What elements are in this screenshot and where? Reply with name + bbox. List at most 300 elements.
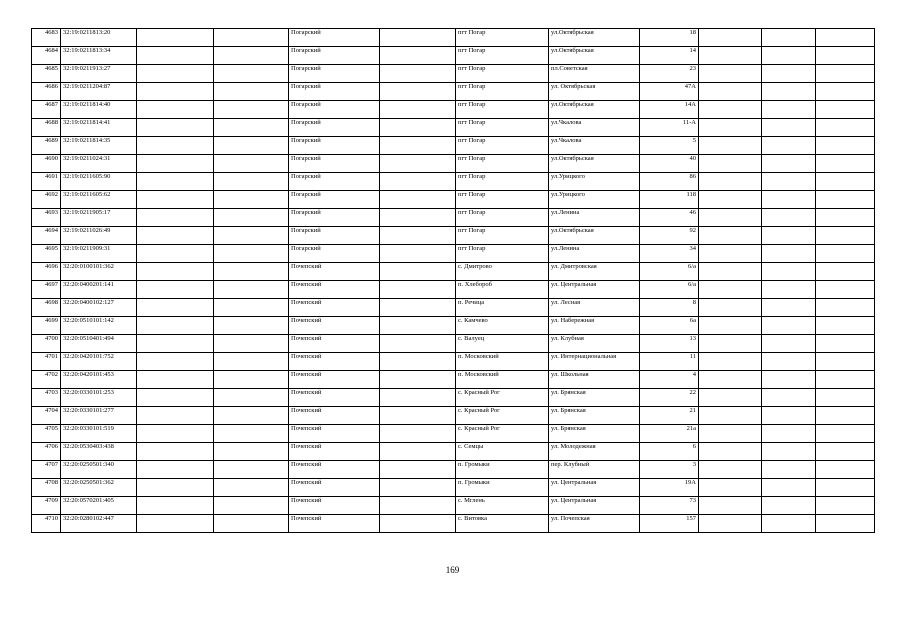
district-cell: Почепский xyxy=(289,479,380,497)
cadastral-number-cell: 32:20:0510101:142 xyxy=(61,317,137,335)
locality-cell: с. Красный Рог xyxy=(456,407,549,425)
locality-cell: пгт Погар xyxy=(456,101,549,119)
house-number-cell: 21а xyxy=(640,425,699,443)
district-cell: Почепский xyxy=(289,263,380,281)
empty-cell xyxy=(699,281,762,299)
locality-cell: с. Валуец xyxy=(456,335,549,353)
empty-cell xyxy=(214,65,289,83)
house-number-cell: 157 xyxy=(640,515,699,533)
empty-cell xyxy=(214,101,289,119)
district-cell: Почепский xyxy=(289,425,380,443)
table-row xyxy=(32,101,875,119)
row-number-cell: 4697 xyxy=(32,281,61,299)
empty-cell xyxy=(214,515,289,533)
street-cell: ул. Центральная xyxy=(549,479,640,497)
street-cell: ул.Чкалова xyxy=(549,137,640,155)
empty-cell xyxy=(380,335,456,353)
district-cell: Почепский xyxy=(289,317,380,335)
empty-cell xyxy=(699,209,762,227)
street-cell: ул. Дмитровская xyxy=(549,263,640,281)
empty-cell xyxy=(137,461,214,479)
row-number-cell: 4708 xyxy=(32,479,61,497)
empty-cell xyxy=(137,335,214,353)
empty-cell xyxy=(214,299,289,317)
empty-cell xyxy=(137,371,214,389)
locality-cell: п. Московский xyxy=(456,371,549,389)
row-number-cell: 4706 xyxy=(32,443,61,461)
empty-cell xyxy=(816,371,875,389)
house-number-cell: 21 xyxy=(640,407,699,425)
table-row xyxy=(32,173,875,191)
house-number-cell: 8 xyxy=(640,299,699,317)
empty-cell xyxy=(380,407,456,425)
row-number-cell: 4691 xyxy=(32,173,61,191)
empty-cell xyxy=(214,335,289,353)
empty-cell xyxy=(762,281,816,299)
empty-cell xyxy=(214,461,289,479)
house-number-cell: 3 xyxy=(640,461,699,479)
empty-cell xyxy=(762,299,816,317)
empty-cell xyxy=(699,497,762,515)
empty-cell xyxy=(380,83,456,101)
row-number-cell: 4688 xyxy=(32,119,61,137)
house-number-cell: 46 xyxy=(640,209,699,227)
house-number-cell: 14А xyxy=(640,101,699,119)
table-row xyxy=(32,407,875,425)
empty-cell xyxy=(762,65,816,83)
cadastral-number-cell: 32:19:0211605:62 xyxy=(61,191,137,209)
cadastral-number-cell: 32:20:0100101:362 xyxy=(61,263,137,281)
empty-cell xyxy=(699,299,762,317)
locality-cell: пгт Погар xyxy=(456,137,549,155)
empty-cell xyxy=(699,29,762,47)
empty-cell xyxy=(816,389,875,407)
empty-cell xyxy=(380,443,456,461)
empty-cell xyxy=(137,47,214,65)
locality-cell: с. Мглень xyxy=(456,497,549,515)
cadastral-number-cell: 32:19:0211913:27 xyxy=(61,65,137,83)
empty-cell xyxy=(380,137,456,155)
district-cell: Почепский xyxy=(289,335,380,353)
row-number-cell: 4694 xyxy=(32,227,61,245)
street-cell: ул.Ленина xyxy=(549,245,640,263)
empty-cell xyxy=(137,515,214,533)
empty-cell xyxy=(816,479,875,497)
district-cell: Почепский xyxy=(289,353,380,371)
empty-cell xyxy=(816,335,875,353)
empty-cell xyxy=(214,155,289,173)
locality-cell: пгт Погар xyxy=(456,65,549,83)
district-cell: Погарский xyxy=(289,47,380,65)
house-number-cell: 86 xyxy=(640,173,699,191)
street-cell: ул.Урицкого xyxy=(549,191,640,209)
empty-cell xyxy=(137,425,214,443)
house-number-cell: 34 xyxy=(640,245,699,263)
empty-cell xyxy=(762,497,816,515)
empty-cell xyxy=(762,209,816,227)
empty-cell xyxy=(137,191,214,209)
row-number-cell: 4686 xyxy=(32,83,61,101)
cadastral-number-cell: 32:20:0420101:752 xyxy=(61,353,137,371)
empty-cell xyxy=(816,281,875,299)
page-number: 169 xyxy=(445,565,460,575)
empty-cell xyxy=(699,371,762,389)
cadastral-number-cell: 32:20:0330101:519 xyxy=(61,425,137,443)
district-cell: Почепский xyxy=(289,461,380,479)
empty-cell xyxy=(137,173,214,191)
house-number-cell: 5 xyxy=(640,137,699,155)
empty-cell xyxy=(380,65,456,83)
row-number-cell: 4701 xyxy=(32,353,61,371)
house-number-cell: 47А xyxy=(640,83,699,101)
street-cell: ул.Чкалова xyxy=(549,119,640,137)
empty-cell xyxy=(214,407,289,425)
empty-cell xyxy=(816,263,875,281)
empty-cell xyxy=(699,65,762,83)
locality-cell: п. Громыки xyxy=(456,461,549,479)
empty-cell xyxy=(214,389,289,407)
empty-cell xyxy=(816,443,875,461)
empty-cell xyxy=(816,155,875,173)
empty-cell xyxy=(380,155,456,173)
locality-cell: пгт Погар xyxy=(456,83,549,101)
cadastral-number-cell: 32:20:0400102:127 xyxy=(61,299,137,317)
empty-cell xyxy=(762,29,816,47)
table-row xyxy=(32,335,875,353)
empty-cell xyxy=(214,83,289,101)
locality-cell: пгт Погар xyxy=(456,227,549,245)
empty-cell xyxy=(214,317,289,335)
table-row xyxy=(32,155,875,173)
street-cell: ул.Октябрьская xyxy=(549,101,640,119)
house-number-cell: 73 xyxy=(640,497,699,515)
locality-cell: п. Хлебороб xyxy=(456,281,549,299)
street-cell: ул. Брянская xyxy=(549,407,640,425)
row-number-cell: 4693 xyxy=(32,209,61,227)
empty-cell xyxy=(816,65,875,83)
street-cell: ул. Центральная xyxy=(549,281,640,299)
empty-cell xyxy=(380,101,456,119)
table-row xyxy=(32,497,875,515)
empty-cell xyxy=(214,443,289,461)
street-cell: ул.Октябрьская xyxy=(549,29,640,47)
empty-cell xyxy=(816,137,875,155)
cadastral-number-cell: 32:19:0211814:35 xyxy=(61,137,137,155)
empty-cell xyxy=(380,353,456,371)
empty-cell xyxy=(762,83,816,101)
empty-cell xyxy=(762,263,816,281)
empty-cell xyxy=(380,47,456,65)
table-row xyxy=(32,83,875,101)
row-number-cell: 4685 xyxy=(32,65,61,83)
empty-cell xyxy=(762,407,816,425)
empty-cell xyxy=(762,317,816,335)
table-row xyxy=(32,371,875,389)
row-number-cell: 4709 xyxy=(32,497,61,515)
empty-cell xyxy=(762,461,816,479)
locality-cell: пгт Погар xyxy=(456,155,549,173)
empty-cell xyxy=(816,245,875,263)
empty-cell xyxy=(699,443,762,461)
empty-cell xyxy=(214,29,289,47)
street-cell: ул.Октябрьская xyxy=(549,227,640,245)
empty-cell xyxy=(816,407,875,425)
empty-cell xyxy=(699,263,762,281)
empty-cell xyxy=(699,515,762,533)
empty-cell xyxy=(380,209,456,227)
cadastral-number-cell: 32:19:0211813:20 xyxy=(61,29,137,47)
house-number-cell: 118 xyxy=(640,191,699,209)
empty-cell xyxy=(214,371,289,389)
table-row xyxy=(32,263,875,281)
house-number-cell: 13 xyxy=(640,335,699,353)
empty-cell xyxy=(380,299,456,317)
empty-cell xyxy=(137,317,214,335)
empty-cell xyxy=(762,443,816,461)
street-cell: ул. Интернациональная xyxy=(549,353,640,371)
table-row xyxy=(32,29,875,47)
locality-cell: пгт Погар xyxy=(456,29,549,47)
empty-cell xyxy=(137,227,214,245)
street-cell: ул. Лесная xyxy=(549,299,640,317)
empty-cell xyxy=(762,101,816,119)
house-number-cell: 40 xyxy=(640,155,699,173)
empty-cell xyxy=(762,425,816,443)
street-cell: пл.Советская xyxy=(549,65,640,83)
empty-cell xyxy=(816,209,875,227)
empty-cell xyxy=(816,29,875,47)
empty-cell xyxy=(137,101,214,119)
district-cell: Почепский xyxy=(289,299,380,317)
locality-cell: пгт Погар xyxy=(456,191,549,209)
table-row xyxy=(32,479,875,497)
empty-cell xyxy=(137,119,214,137)
street-cell: ул.Октябрьская xyxy=(549,155,640,173)
district-cell: Погарский xyxy=(289,209,380,227)
table-row xyxy=(32,245,875,263)
district-cell: Почепский xyxy=(289,371,380,389)
district-cell: Погарский xyxy=(289,155,380,173)
table-row xyxy=(32,119,875,137)
empty-cell xyxy=(137,137,214,155)
empty-cell xyxy=(762,191,816,209)
row-number-cell: 4710 xyxy=(32,515,61,533)
street-cell: ул.Октябрьская xyxy=(549,47,640,65)
house-number-cell: 11 xyxy=(640,353,699,371)
row-number-cell: 4698 xyxy=(32,299,61,317)
row-number-cell: 4703 xyxy=(32,389,61,407)
cadastral-number-cell: 32:20:0330101:277 xyxy=(61,407,137,425)
empty-cell xyxy=(380,263,456,281)
cadastral-number-cell: 32:20:0250501:362 xyxy=(61,479,137,497)
empty-cell xyxy=(137,479,214,497)
empty-cell xyxy=(762,371,816,389)
cadastral-number-cell: 32:20:0570201:405 xyxy=(61,497,137,515)
table-row xyxy=(32,299,875,317)
street-cell: ул.Урицкого xyxy=(549,173,640,191)
street-cell: ул. Молодежная xyxy=(549,443,640,461)
cadastral-number-cell: 32:20:0530403:438 xyxy=(61,443,137,461)
street-cell: ул. Набережная xyxy=(549,317,640,335)
empty-cell xyxy=(816,515,875,533)
table-row xyxy=(32,353,875,371)
empty-cell xyxy=(380,371,456,389)
empty-cell xyxy=(762,479,816,497)
district-cell: Почепский xyxy=(289,281,380,299)
empty-cell xyxy=(762,137,816,155)
empty-cell xyxy=(214,173,289,191)
empty-cell xyxy=(214,245,289,263)
table-row xyxy=(32,209,875,227)
empty-cell xyxy=(214,137,289,155)
locality-cell: с. Красный Рог xyxy=(456,425,549,443)
row-number-cell: 4692 xyxy=(32,191,61,209)
empty-cell xyxy=(137,497,214,515)
empty-cell xyxy=(699,317,762,335)
register-table xyxy=(31,28,875,533)
empty-cell xyxy=(380,173,456,191)
empty-cell xyxy=(816,353,875,371)
row-number-cell: 4690 xyxy=(32,155,61,173)
table-row xyxy=(32,317,875,335)
district-cell: Почепский xyxy=(289,497,380,515)
cadastral-number-cell: 32:19:0211813:34 xyxy=(61,47,137,65)
cadastral-number-cell: 32:19:0211909:31 xyxy=(61,245,137,263)
district-cell: Погарский xyxy=(289,191,380,209)
district-cell: Почепский xyxy=(289,443,380,461)
locality-cell: с. Витовка xyxy=(456,515,549,533)
empty-cell xyxy=(137,407,214,425)
table-row xyxy=(32,281,875,299)
empty-cell xyxy=(762,155,816,173)
empty-cell xyxy=(699,425,762,443)
empty-cell xyxy=(214,263,289,281)
empty-cell xyxy=(816,83,875,101)
empty-cell xyxy=(137,155,214,173)
district-cell: Погарский xyxy=(289,29,380,47)
district-cell: Погарский xyxy=(289,101,380,119)
house-number-cell: 23 xyxy=(640,65,699,83)
empty-cell xyxy=(699,227,762,245)
row-number-cell: 4696 xyxy=(32,263,61,281)
district-cell: Погарский xyxy=(289,227,380,245)
empty-cell xyxy=(816,191,875,209)
empty-cell xyxy=(699,119,762,137)
house-number-cell: 22 xyxy=(640,389,699,407)
table-row xyxy=(32,137,875,155)
empty-cell xyxy=(699,47,762,65)
empty-cell xyxy=(762,47,816,65)
empty-cell xyxy=(380,425,456,443)
house-number-cell: 11-А xyxy=(640,119,699,137)
table-row xyxy=(32,461,875,479)
empty-cell xyxy=(137,281,214,299)
locality-cell: с. Камчево xyxy=(456,317,549,335)
house-number-cell: 92 xyxy=(640,227,699,245)
cadastral-number-cell: 32:19:0211605:90 xyxy=(61,173,137,191)
empty-cell xyxy=(380,317,456,335)
locality-cell: с. Красный Рог xyxy=(456,389,549,407)
street-cell: ул. Почепская xyxy=(549,515,640,533)
empty-cell xyxy=(380,497,456,515)
cadastral-number-cell: 32:20:0280102:447 xyxy=(61,515,137,533)
empty-cell xyxy=(816,227,875,245)
empty-cell xyxy=(214,479,289,497)
street-cell: ул. Брянская xyxy=(549,389,640,407)
empty-cell xyxy=(699,245,762,263)
empty-cell xyxy=(816,425,875,443)
house-number-cell: 18 xyxy=(640,29,699,47)
table-row xyxy=(32,227,875,245)
empty-cell xyxy=(762,389,816,407)
empty-cell xyxy=(137,65,214,83)
empty-cell xyxy=(380,515,456,533)
empty-cell xyxy=(137,29,214,47)
cadastral-number-cell: 32:19:0211814:41 xyxy=(61,119,137,137)
locality-cell: пгт Погар xyxy=(456,173,549,191)
empty-cell xyxy=(699,461,762,479)
table-row xyxy=(32,443,875,461)
empty-cell xyxy=(699,155,762,173)
table-row xyxy=(32,515,875,533)
locality-cell: пгт Погар xyxy=(456,209,549,227)
empty-cell xyxy=(214,497,289,515)
cadastral-number-cell: 32:19:0211026:49 xyxy=(61,227,137,245)
locality-cell: п. Громыки xyxy=(456,479,549,497)
empty-cell xyxy=(762,245,816,263)
house-number-cell: 19А xyxy=(640,479,699,497)
empty-cell xyxy=(137,299,214,317)
empty-cell xyxy=(380,191,456,209)
row-number-cell: 4683 xyxy=(32,29,61,47)
street-cell: ул. Клубная xyxy=(549,335,640,353)
house-number-cell: 14 xyxy=(640,47,699,65)
empty-cell xyxy=(137,83,214,101)
empty-cell xyxy=(816,461,875,479)
row-number-cell: 4687 xyxy=(32,101,61,119)
street-cell: ул. Центральная xyxy=(549,497,640,515)
table-row xyxy=(32,425,875,443)
district-cell: Погарский xyxy=(289,65,380,83)
empty-cell xyxy=(699,83,762,101)
table-row xyxy=(32,47,875,65)
empty-cell xyxy=(137,245,214,263)
locality-cell: с. Дмитрово xyxy=(456,263,549,281)
empty-cell xyxy=(699,407,762,425)
empty-cell xyxy=(816,47,875,65)
empty-cell xyxy=(816,173,875,191)
empty-cell xyxy=(380,119,456,137)
empty-cell xyxy=(214,353,289,371)
cadastral-number-cell: 32:20:0510401:494 xyxy=(61,335,137,353)
cadastral-number-cell: 32:19:0211024:31 xyxy=(61,155,137,173)
empty-cell xyxy=(816,119,875,137)
empty-cell xyxy=(214,227,289,245)
empty-cell xyxy=(214,119,289,137)
cadastral-number-cell: 32:20:0420101:453 xyxy=(61,371,137,389)
empty-cell xyxy=(699,335,762,353)
empty-cell xyxy=(137,389,214,407)
cadastral-number-cell: 32:19:0211814:40 xyxy=(61,101,137,119)
house-number-cell: 6а xyxy=(640,317,699,335)
locality-cell: пгт Погар xyxy=(456,245,549,263)
empty-cell xyxy=(762,515,816,533)
cadastral-number-cell: 32:20:0400201:141 xyxy=(61,281,137,299)
table-row xyxy=(32,65,875,83)
row-number-cell: 4684 xyxy=(32,47,61,65)
locality-cell: пгт Погар xyxy=(456,119,549,137)
empty-cell xyxy=(380,227,456,245)
